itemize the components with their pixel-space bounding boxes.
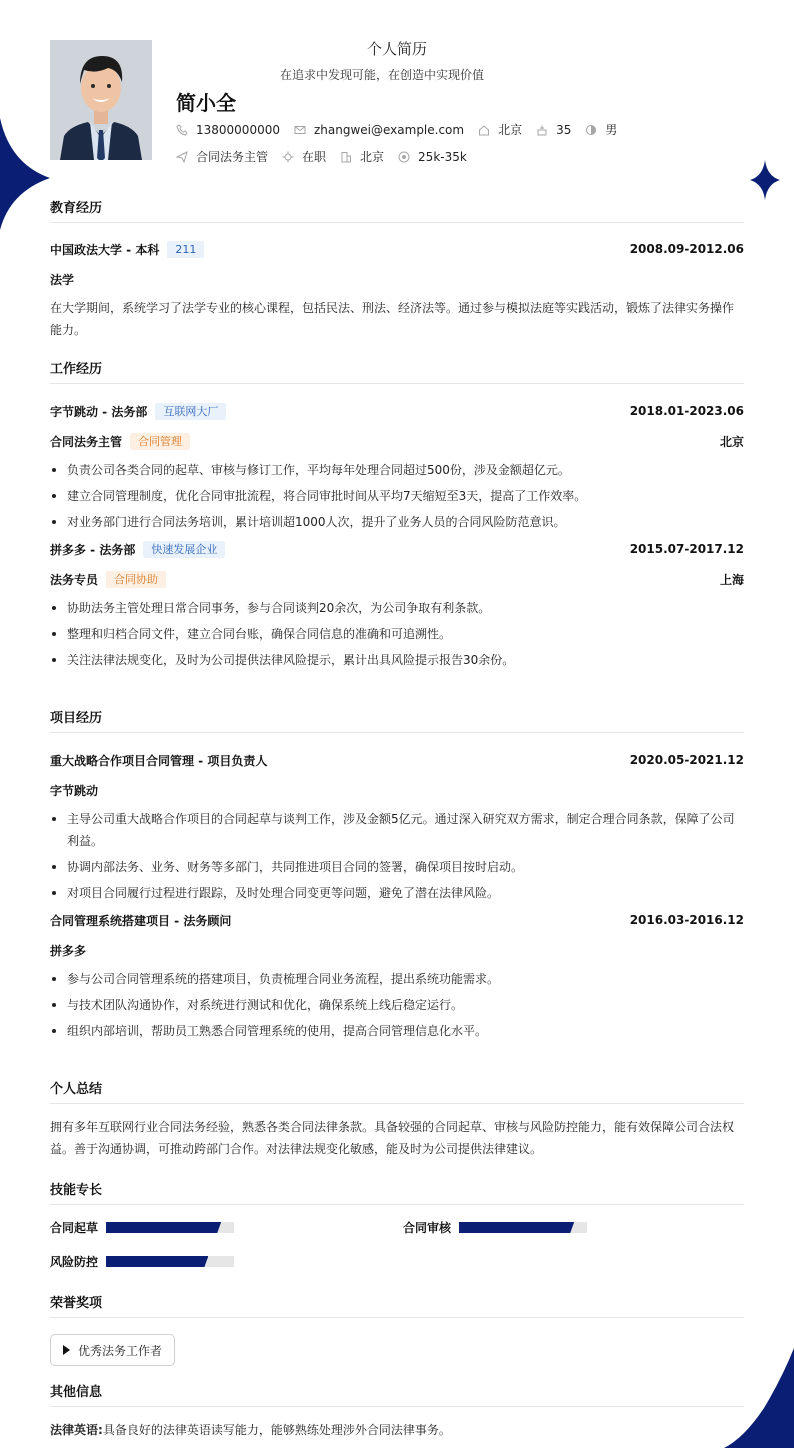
project-period: 2016.03-2016.12 bbox=[629, 913, 744, 927]
candidate-name: 简小全 bbox=[176, 91, 236, 115]
status-icon bbox=[282, 151, 294, 163]
project-org-line bbox=[50, 940, 744, 960]
target-city-text: 北京 bbox=[360, 150, 385, 164]
school-tag: 211 bbox=[167, 241, 204, 258]
summary-text: 拥有多年互联网行业合同法务经验，熟悉各类合同法律条款。具备较强的合同起草、审核与风险防控能力，能有效保障公司合法权益。善于沟通协调，可推动跨部门合作。对法律法规变化敏感，能及时为公司提供法律建议。 bbox=[50, 1120, 735, 1156]
major: 法学 bbox=[50, 272, 75, 287]
major-line bbox=[50, 269, 744, 289]
gender-text: 男 bbox=[605, 123, 618, 137]
work-company: 拼多多 - 法务部 bbox=[50, 542, 136, 557]
work-company: 字节跳动 - 法务部 bbox=[50, 404, 148, 419]
job-info-row bbox=[176, 148, 481, 165]
city-item bbox=[478, 121, 522, 138]
awards-section bbox=[50, 1292, 744, 1366]
project-item bbox=[50, 750, 744, 904]
phone-item bbox=[176, 123, 280, 137]
list-item: 主导公司重大战略合作项目的合同起草与谈判工作，涉及金额5亿元。通过深入研究双方需求，制定合理合同条款，保障了公司利益。 bbox=[50, 808, 744, 852]
skill-level-fill bbox=[106, 1222, 221, 1233]
list-item: 建立合同管理制度，优化合同审批流程，将合同审批时间从平均7天缩短至3天，提高了工作效率。 bbox=[50, 485, 744, 507]
education-section bbox=[50, 197, 744, 341]
building-icon bbox=[340, 151, 352, 163]
skill-level-bar bbox=[459, 1222, 587, 1233]
projects-title: 项目经历 bbox=[50, 707, 744, 733]
project-name: 重大战略合作项目合同管理 - 项目负责人 bbox=[50, 753, 268, 768]
job-status-item bbox=[282, 148, 326, 165]
work-position-line bbox=[50, 569, 744, 589]
work-company-tag: 快速发展企业 bbox=[143, 541, 225, 558]
skills-section bbox=[50, 1179, 744, 1269]
work-item bbox=[50, 539, 744, 671]
work-position: 合同法务主管 bbox=[50, 434, 123, 449]
work-company-line bbox=[50, 539, 744, 559]
send-icon bbox=[176, 151, 188, 163]
list-item: 组织内部培训，帮助员工熟悉合同管理系统的使用，提高合同管理信息化水平。 bbox=[50, 1020, 744, 1042]
gender-icon bbox=[585, 124, 597, 136]
work-bullets bbox=[50, 597, 744, 671]
page-title: 个人简历 bbox=[366, 40, 427, 58]
age-item bbox=[536, 123, 571, 137]
city-text: 北京 bbox=[498, 123, 523, 137]
work-period: 2015.07-2017.12 bbox=[629, 542, 744, 556]
skill-item bbox=[403, 1219, 587, 1236]
project-name: 合同管理系统搭建项目 - 法务顾问 bbox=[50, 913, 232, 928]
play-triangle-icon bbox=[63, 1345, 70, 1355]
age-icon bbox=[536, 124, 548, 136]
target-position-text: 合同法务主管 bbox=[196, 150, 269, 164]
target-position-item bbox=[176, 148, 268, 165]
skill-level-fill bbox=[459, 1222, 574, 1233]
project-org: 拼多多 bbox=[50, 943, 87, 958]
summary-section bbox=[50, 1078, 744, 1160]
list-item: 协助法务主管处理日常合同事务，参与合同谈判20余次，为公司争取有利条款。 bbox=[50, 597, 744, 619]
skills-title: 技能专长 bbox=[50, 1179, 744, 1205]
list-item: 对项目合同履行过程进行跟踪，及时处理合同变更等问题，避免了潜在法律风险。 bbox=[50, 882, 744, 904]
other-text: 具备良好的法律英语读写能力，能够熟练处理涉外合同法律事务。 bbox=[102, 1423, 451, 1437]
other-section bbox=[50, 1381, 744, 1441]
age-text: 35 bbox=[556, 122, 572, 137]
list-item: 协调内部法务、业务、财务等多部门，共同推进项目合同的签署，确保项目按时启动。 bbox=[50, 856, 744, 878]
mail-icon bbox=[294, 124, 306, 136]
work-company-tag: 互联网大厂 bbox=[155, 403, 226, 420]
summary-title: 个人总结 bbox=[50, 1078, 744, 1104]
other-title: 其他信息 bbox=[50, 1381, 744, 1407]
list-item: 对业务部门进行合同法务培训，累计培训超1000人次，提升了业务人员的合同风险防范意识。 bbox=[50, 511, 744, 533]
salary-item bbox=[398, 150, 467, 164]
education-header bbox=[50, 239, 744, 259]
education-period: 2008.09-2012.06 bbox=[629, 242, 744, 256]
project-period: 2020.05-2021.12 bbox=[629, 753, 744, 767]
skill-level-bar bbox=[106, 1222, 234, 1233]
other-info-line bbox=[50, 1419, 744, 1441]
project-header bbox=[50, 750, 744, 770]
phone-icon bbox=[176, 124, 188, 136]
work-position: 法务专员 bbox=[50, 572, 99, 587]
skill-name: 风险防控 bbox=[50, 1255, 99, 1269]
gender-item bbox=[585, 121, 617, 138]
skill-level-fill bbox=[106, 1256, 208, 1267]
skill-name: 合同审核 bbox=[403, 1221, 452, 1235]
education-title: 教育经历 bbox=[50, 197, 744, 223]
work-section bbox=[50, 358, 744, 675]
other-label: 法律英语: bbox=[50, 1423, 103, 1437]
awards-title: 荣誉奖项 bbox=[50, 1292, 744, 1318]
work-company-line bbox=[50, 401, 744, 421]
email-text: zhangwei@example.com bbox=[313, 122, 465, 137]
email-item bbox=[294, 123, 464, 137]
work-location: 上海 bbox=[719, 572, 744, 587]
work-position-tag: 合同管理 bbox=[130, 433, 190, 450]
list-item: 整理和归档合同文件，建立合同台账，确保合同信息的准确和可追溯性。 bbox=[50, 623, 744, 645]
project-header bbox=[50, 910, 744, 930]
project-bullets bbox=[50, 808, 744, 904]
project-bullets bbox=[50, 968, 744, 1042]
work-position-line bbox=[50, 431, 744, 451]
project-org-line bbox=[50, 780, 744, 800]
contact-info-row bbox=[176, 121, 631, 138]
project-org: 字节跳动 bbox=[50, 783, 99, 798]
salary-text: 25k-35k bbox=[418, 149, 467, 164]
list-item: 负责公司各类合同的起草、审核与修订工作，平均每年处理合同超过500份，涉及金额超亿元。 bbox=[50, 459, 744, 481]
phone-text: 13800000000 bbox=[196, 122, 280, 137]
resume-motto: 在追求中发现可能，在创造中实现价值 bbox=[279, 68, 484, 82]
education-description: 在大学期间，系统学习了法学专业的核心课程，包括民法、刑法、经济法等。通过参与模拟法庭等实践活动，锻炼了法律实务操作能力。 bbox=[50, 301, 735, 337]
skill-item bbox=[50, 1219, 234, 1236]
skill-item bbox=[50, 1253, 234, 1270]
skill-level-bar bbox=[106, 1256, 234, 1267]
target-city-item bbox=[340, 148, 384, 165]
sparkle-star-icon bbox=[750, 160, 780, 200]
award-badge bbox=[50, 1334, 175, 1366]
skill-name: 合同起草 bbox=[50, 1221, 99, 1235]
job-status-text: 在职 bbox=[302, 150, 327, 164]
work-location: 北京 bbox=[719, 434, 744, 449]
list-item: 关注法律法规变化，及时为公司提供法律风险提示，累计出具风险提示报告30余份。 bbox=[50, 649, 744, 671]
projects-section bbox=[50, 707, 744, 1046]
salary-icon bbox=[398, 151, 410, 163]
work-period: 2018.01-2023.06 bbox=[629, 404, 744, 418]
work-title: 工作经历 bbox=[50, 358, 744, 384]
work-item bbox=[50, 401, 744, 533]
award-name: 优秀法务工作者 bbox=[78, 1343, 163, 1358]
work-position-tag: 合同协助 bbox=[106, 571, 166, 588]
school-name: 中国政法大学 - 本科 bbox=[50, 242, 160, 257]
list-item: 参与公司合同管理系统的搭建项目，负责梳理合同业务流程，提出系统功能需求。 bbox=[50, 968, 744, 990]
project-item bbox=[50, 910, 744, 1042]
work-bullets bbox=[50, 459, 744, 533]
home-icon bbox=[478, 124, 490, 136]
list-item: 与技术团队沟通协作，对系统进行测试和优化，确保系统上线后稳定运行。 bbox=[50, 994, 744, 1016]
